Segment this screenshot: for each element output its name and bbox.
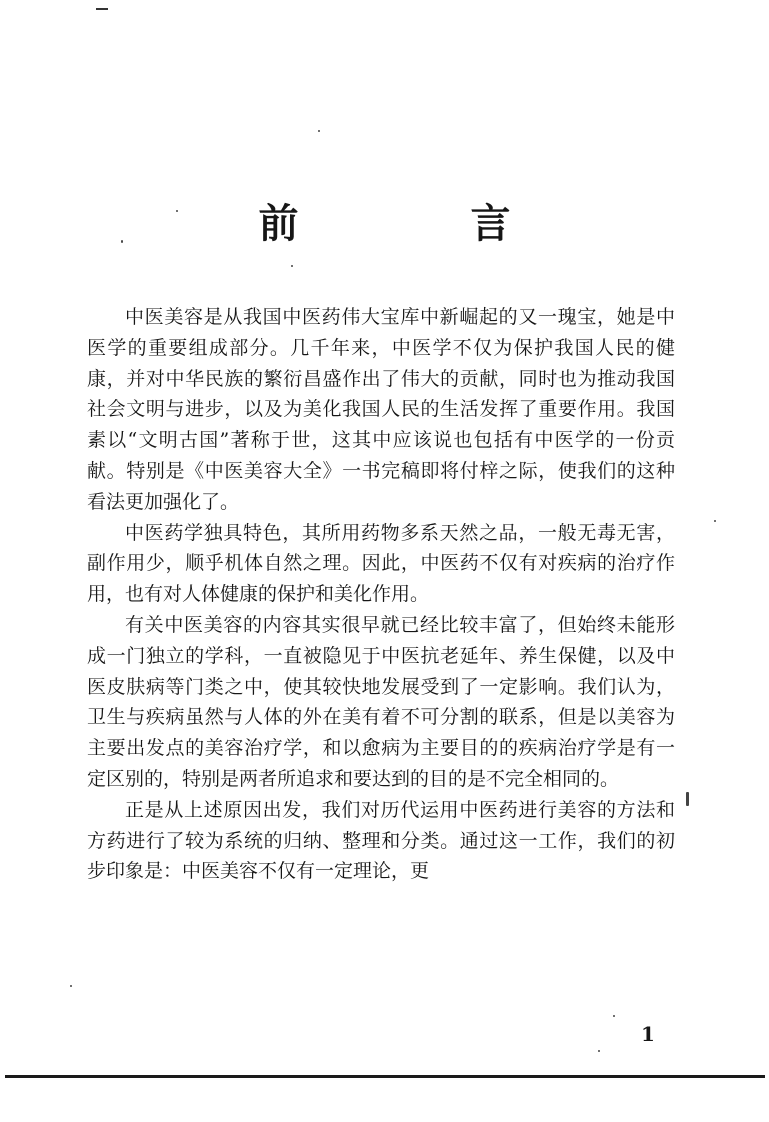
paragraph-1: 中医美容是从我国中医药伟大宝库中新崛起的又一瑰宝，她是中医学的重要组成部分。几千年来，中医学不仅为保护我国人民的健康，并对中华民族的繁衍昌盛作出了伟大的贡献，同时也为推动我国社会文明与进步，以及为美化我国人民的生活发挥了重要作用。我国素以“文明古国”著称于世，这其中应该说也包括有中医学的一份贡献。特别是《中医美容大全》一书完稿即将付梓之际，使我们的这种看法更加强化了。 xyxy=(87,306,675,513)
scan-speck xyxy=(291,265,293,267)
paragraph-3: 有关中医美容的内容其实很早就已经比较丰富了，但始终未能形成一门独立的学科，一直被隐见于中医抗老延年、养生保健，以及中医皮肤病等门类之中，使其较快地发展受到了一定影响。我们认为，卫生与疾病虽然与人体的外在美有着不可分割的联系，但是以美容为主要出发点的美容治疗学，和以愈病为主要目的的疾病治疗学是有一定区别的，特别是两者所追求和要达到的目的是不完全相同的。 xyxy=(87,613,675,790)
paragraph-4: 正是从上述原因出发，我们对历代运用中医药进行美容的方法和方药进行了较为系统的归纳、整理和分类。通过这一工作，我们的初步印象是：中医美容不仅有一定理论，更 xyxy=(87,798,675,883)
scan-speck xyxy=(714,520,716,522)
page-title: 前 言 xyxy=(258,200,577,247)
scan-speck xyxy=(176,210,178,212)
body-text xyxy=(87,302,675,887)
scan-speck xyxy=(598,1050,600,1052)
top-mark xyxy=(96,8,108,10)
scan-speck xyxy=(686,792,689,806)
page-number: 1 xyxy=(641,1022,655,1046)
scan-speck xyxy=(121,240,123,243)
scan-speck xyxy=(70,985,72,987)
bottom-rule xyxy=(5,1075,765,1078)
scan-speck xyxy=(318,130,320,132)
paragraph-2: 中医药学独具特色，其所用药物多系天然之品，一般无毒无害，副作用少，顺乎机体自然之理。因此，中医药不仅有对疾病的治疗作用，也有对人体健康的保护和美化作用。 xyxy=(87,521,675,606)
scan-speck xyxy=(613,1015,615,1017)
